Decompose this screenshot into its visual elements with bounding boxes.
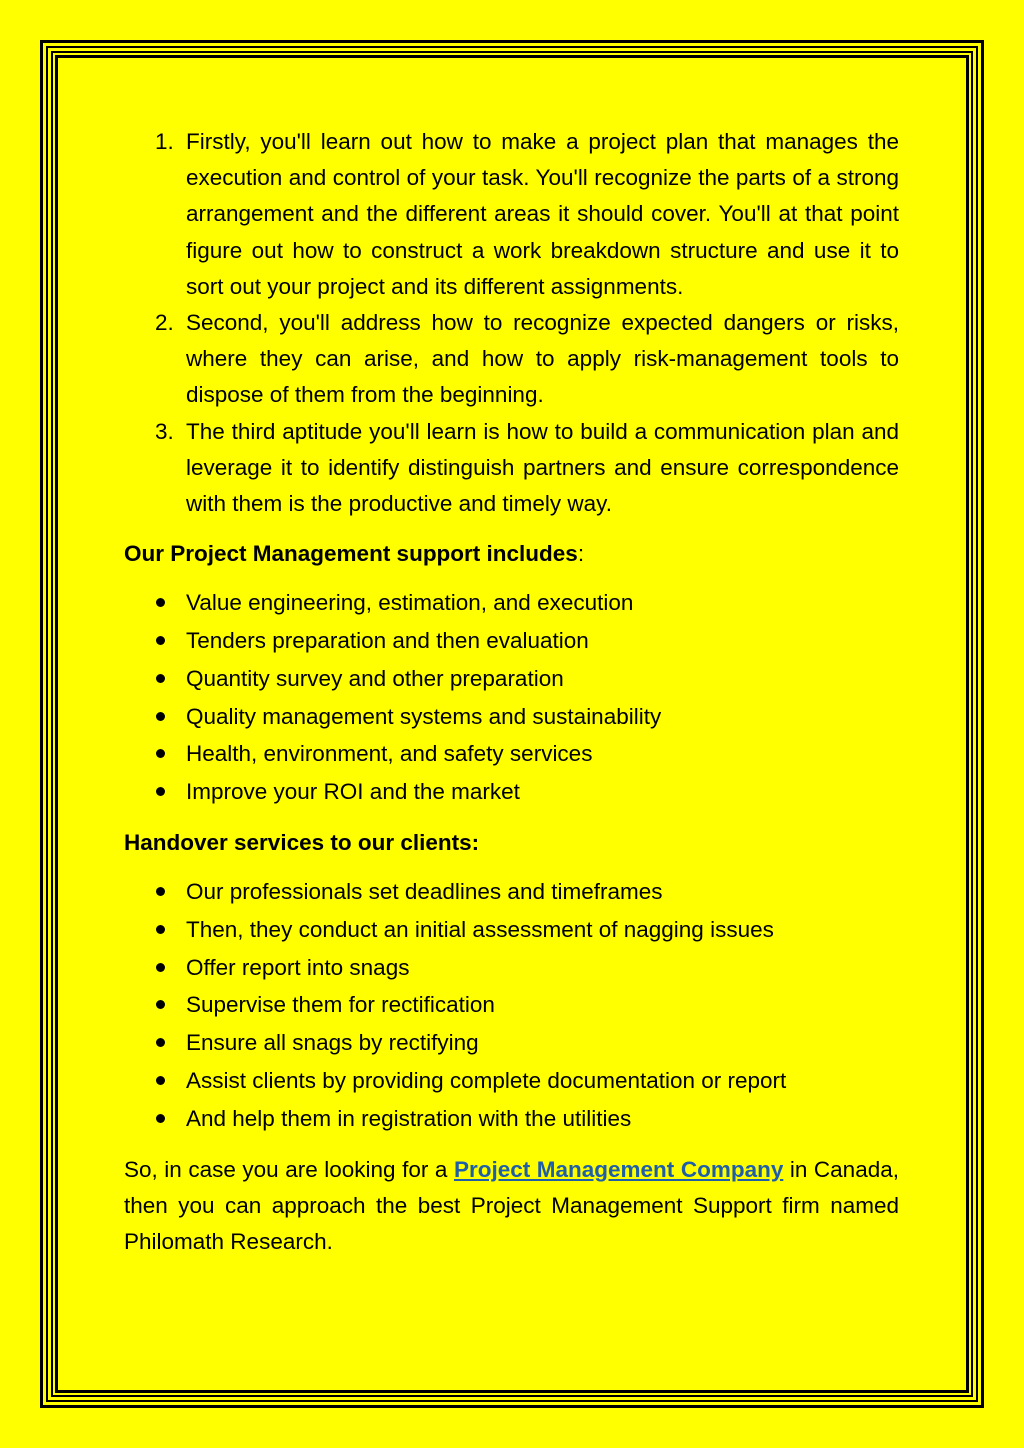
document-content (124, 124, 899, 1260)
support-heading (124, 536, 899, 572)
list-item (124, 414, 899, 523)
list-item (124, 124, 899, 305)
project-management-company-link[interactable]: Project Management Company (453, 1156, 784, 1182)
list-item: Quality management systems and sustainability (124, 698, 899, 736)
support-heading-text: Our Project Management support includes (124, 541, 578, 567)
list-number: 3. (155, 418, 174, 444)
list-item: Supervise them for rectification (124, 986, 899, 1024)
list-item: Quantity survey and other preparation (124, 660, 899, 698)
handover-bullet-list (124, 873, 899, 1138)
list-number: 1. (155, 129, 174, 154)
support-bullet-list (124, 584, 899, 811)
list-item-text: The third aptitude you'll learn is how to build a communication plan and leverage it to identify distinguish partners and ensure correspondence with them is the productive and timely way. (186, 418, 899, 517)
list-item-text: Second, you'll address how to recognize expected dangers or risks, where they can arise, and how to apply risk-management tools to dispose of them from the beginning. (186, 310, 899, 408)
list-item: Health, environment, and safety services (124, 735, 899, 773)
list-item-text: Firstly, you'll learn out how to make a project plan that manages the execution and control of your task. You'll recognize the parts of a strong arrangement and the different areas it should cover. You'll at that point figure out how to construct a work breakdown structure and use it to sort out your project and its different assignments. (186, 129, 899, 299)
handover-heading: Handover services to our clients: (124, 830, 480, 856)
list-item: Improve your ROI and the market (124, 773, 899, 811)
skills-numbered-list (124, 124, 899, 522)
closing-text-before-link: So, in case you are looking for a (124, 1156, 454, 1182)
list-item: Offer report into snags (124, 949, 899, 987)
support-heading-colon: : (577, 541, 585, 567)
list-item: Assist clients by providing complete documentation or report (124, 1062, 899, 1100)
list-item: Ensure all snags by rectifying (124, 1024, 899, 1062)
closing-paragraph (124, 1152, 899, 1261)
list-item: Then, they conduct an initial assessment of nagging issues (124, 911, 899, 949)
list-item (124, 305, 899, 414)
list-item: Our professionals set deadlines and timeframes (124, 873, 899, 911)
list-number: 2. (155, 310, 174, 336)
list-item: And help them in registration with the utilities (124, 1100, 899, 1138)
list-item: Tenders preparation and then evaluation (124, 622, 899, 660)
list-item: Value engineering, estimation, and execution (124, 584, 899, 622)
closing-text-after-link: in Canada, then you can approach the best Project Management Support firm named Philomath Research. (124, 1156, 899, 1254)
